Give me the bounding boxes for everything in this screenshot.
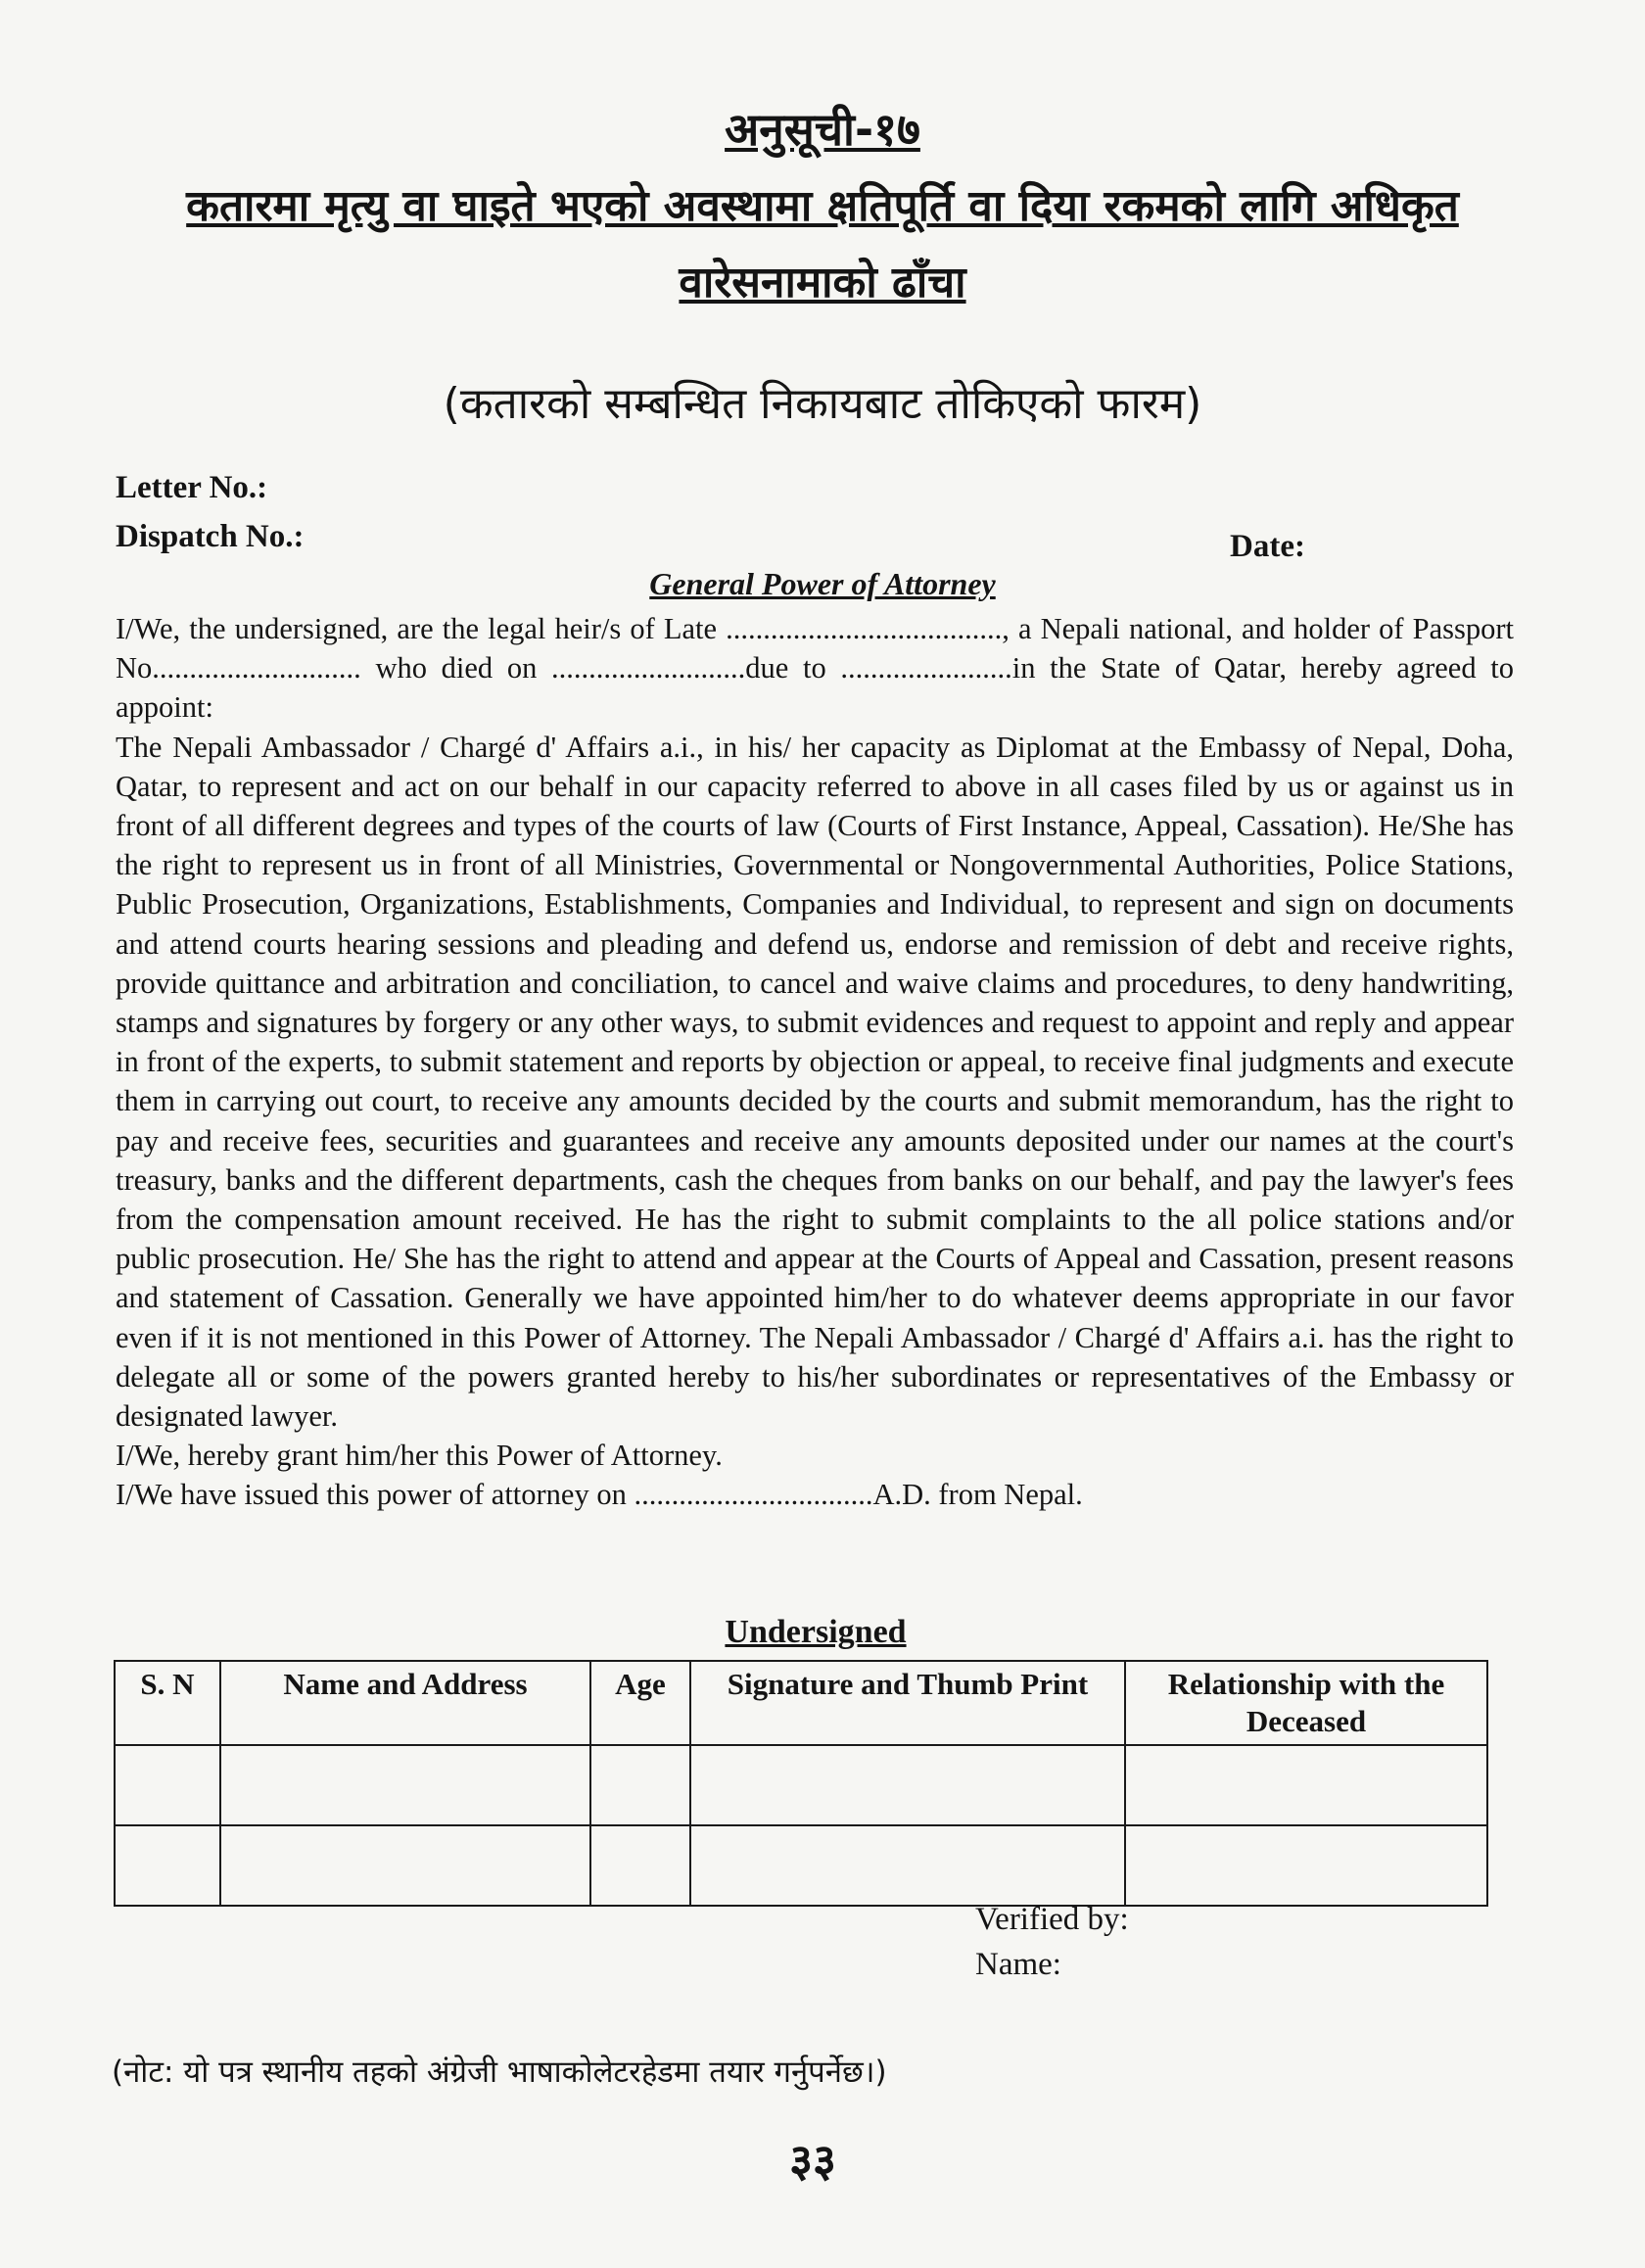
schedule-number: अनुसूची-१७ <box>725 103 920 156</box>
table-row <box>115 1825 1487 1906</box>
table-cell <box>115 1745 220 1825</box>
header-signature-thumb: Signature and Thumb Print <box>690 1661 1125 1745</box>
table-row <box>115 1745 1487 1825</box>
header-age: Age <box>590 1661 690 1745</box>
header-relationship: Relationship with the Deceased <box>1125 1661 1487 1745</box>
undersigned-heading: Undersigned <box>725 1614 907 1650</box>
table-cell <box>115 1825 220 1906</box>
dispatch-no-label: Dispatch No.: <box>116 519 305 554</box>
header-sn: S. N <box>115 1661 220 1745</box>
header-name-address: Name and Address <box>220 1661 590 1745</box>
grant-paragraph: I/We, hereby grant him/her this Power of Attorney. <box>116 1439 723 1473</box>
table-cell <box>1125 1745 1487 1825</box>
date-label: Date: <box>1230 529 1305 564</box>
powers-paragraph: The Nepali Ambassador / Chargé d' Affairs a.i., in his/ her capacity as Diplomat at the Embassy of Nepal, Doha, Qatar, to represent and act on our behalf in our capacity referred to above in all cases filed by us or against us in front of all different degrees and types of the courts of law (Courts of First Instance, Appeal, Cassation). He/She has the right to represent us in front of all Ministries, Governmental or Nongovernmental Authorities, Police Stations, Public Prosecution, Organizations, Establishments, Companies and Individual, to represent and sign on documents and attend courts hearing sessions and pleading and defend us, endorse and remission of debt and receive rights, provide quittance and arbitration and conciliation, to cancel and waive claims and procedures, to deny handwriting, stamps and signatures by forgery or any other ways, to submit evidences and request to appoint and reply and appear in front of the experts, to submit statement and reports by objection or appeal, to receive final judgments and execute them in carrying out court, to receive any amounts decided by the courts and submit memorandum, has the right to pay and receive fees, securities and guarantees and receive any amounts deposited under our names at the court's treasury, banks and the different departments, cash the cheques from banks on our behalf, and pay the lawyer's fees from the compensation amount received. He has the right to submit complaints to the all police stations and/or public prosecution. He/ She has the right to attend and appear at the Courts of Appeal and Cassation, present reasons and statement of Cassation. Generally we have appointed him/her to do whatever deems appropriate in our favor even if it is not mentioned in this Power of Attorney. The Nepali Ambassador / Chargé d' Affairs a.i. has the right to delegate all or some of the powers granted hereby to his/her subordinates or representatives of the Embassy or designated lawyer. <box>116 730 1514 1434</box>
table-header-row <box>115 1661 1487 1745</box>
table-cell <box>590 1825 690 1906</box>
footer-note: (नोट: यो पत्र स्थानीय तहको अंग्रेजी भाषाकोलेटरहेडमा तयार गर्नुपर्नेछ।) <box>112 2055 887 2090</box>
heirs-paragraph: I/We, the undersigned, are the legal heir/s of Late ....................................., a Nepali national, and holder of Passport No............................ who died on ..........................due to .......................in the State of Qatar, hereby agreed to appoint: <box>116 612 1514 725</box>
form-title-line-2: वारेसनामाको ढाँचा <box>679 258 966 307</box>
table-cell <box>590 1745 690 1825</box>
form-title-line-1: कतारमा मृत्यु वा घाइते भएको अवस्थामा क्षतिपूर्ति वा दिया रकमको लागि अधिकृत <box>186 181 1459 231</box>
table-cell <box>220 1825 590 1906</box>
verified-by-label: Verified by: <box>975 1902 1129 1937</box>
letter-no-label: Letter No.: <box>116 470 268 505</box>
form-subtitle: (कतारको सम्बन्धित निकायबाट तोकिएको फारम) <box>443 379 1202 429</box>
issued-paragraph: I/We have issued this power of attorney on ................................A.D. from Nepal. <box>116 1478 1083 1512</box>
signatories-table <box>114 1660 1488 1907</box>
verifier-name-label: Name: <box>975 1947 1061 1982</box>
poa-body <box>116 609 1514 1515</box>
table-cell <box>690 1745 1125 1825</box>
poa-title: General Power of Attorney <box>649 566 996 601</box>
table-cell <box>1125 1825 1487 1906</box>
table-cell <box>690 1825 1125 1906</box>
page-number: ३३ <box>789 2134 836 2187</box>
table-cell <box>220 1745 590 1825</box>
